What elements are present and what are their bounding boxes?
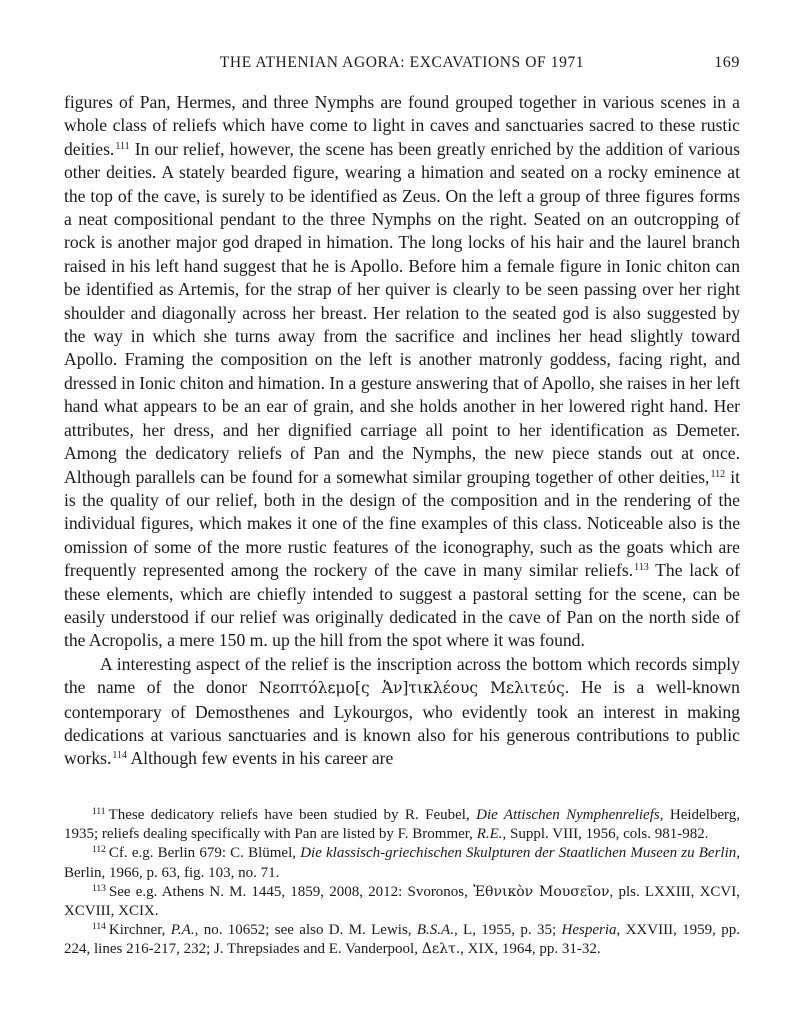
footnote-text: These dedicatory reliefs have been studied by R. Feubel, xyxy=(108,807,477,823)
footnote-number: 112 xyxy=(92,845,106,856)
footnote-text: , Heidelberg, 1935; reliefs dealing specifically with Pan are listed by F. Brommer, xyxy=(64,807,740,843)
footnote-text: , Suppl. VIII, 1956, cols. 981-982. xyxy=(502,826,709,843)
paragraph-2-text-1: A interesting aspect of the relief is the inscription across the bottom which records simply the name of the donor xyxy=(64,653,740,698)
footnote-text: Cf. e.g. Berlin 679: C. Blümel, xyxy=(108,845,301,862)
footnote-title: R.E. xyxy=(476,826,503,843)
footnote-ref-112[interactable]: 112 xyxy=(710,468,726,480)
footnote-text: , pls. LXXIII, XCVI, XCVIII, XCIX. xyxy=(64,883,741,920)
body-text xyxy=(64,91,740,771)
footnote-title: Die klassisch-griechischen Skulpturen der Staatlichen Museen zu Berlin xyxy=(300,845,737,862)
footnote-text: , L, 1955, p. 35; xyxy=(453,922,562,939)
greek-inscription: Νεοπτόλεμο[ς Ἀν]τικλέους Μελιτεύς. xyxy=(258,679,570,698)
footnote-113 xyxy=(64,883,740,921)
paragraph-1-text-4: The lack of these elements, which are chiefly intended to suggest a pastoral setting for the scene, can be easily understood if our relief was originally dedicated in the cave of Pan on the north side of the Acropolis, a mere 150 m. up the hill from the spot where it was found. xyxy=(64,560,740,651)
footnote-ref-111[interactable]: 111 xyxy=(115,140,130,152)
footnotes xyxy=(64,806,740,960)
footnote-text: , no. 10652; see also D. M. Lewis, xyxy=(194,922,417,939)
footnote-title: B.S.A. xyxy=(416,922,454,939)
paragraph-1-text-1: figures of Pan, Hermes, and three Nymphs are found grouped together in various scenes in a whole class of reliefs which have come to light in caves and sanctuaries sacred to these rustic deities. xyxy=(64,92,740,159)
footnote-ref-114[interactable]: 114 xyxy=(112,750,128,762)
footnote-number: 113 xyxy=(92,883,106,894)
page-number: 169 xyxy=(714,54,740,71)
footnote-title: P.A. xyxy=(170,922,195,939)
footnote-text: , XXVIII, 1959, pp. 224, lines 216-217, 232; J. Threpsiades and E. Vanderpool, xyxy=(64,922,740,958)
footnote-number: 114 xyxy=(92,922,106,933)
paragraph-1 xyxy=(64,91,740,653)
footnote-text: Kirchner, xyxy=(108,922,171,939)
running-title: THE ATHENIAN AGORA: EXCAVATIONS OF 1971 xyxy=(219,54,585,71)
paragraph-2 xyxy=(64,653,740,771)
footnote-111 xyxy=(64,806,740,844)
footnote-112 xyxy=(64,844,740,882)
footnote-title: Hesperia xyxy=(561,922,617,939)
footnote-greek-title: Ἐθνικὸν Μουσεῖον xyxy=(473,883,610,900)
paragraph-2-text-3: Although few events in his career are xyxy=(127,748,394,769)
running-head xyxy=(64,54,740,78)
paragraph-2-text-2: He is a well-known contemporary of Demosthenes and Lykourgos, who evidently took an interest in making dedications at various sanctuaries and is known also for his generous contributions to public works. xyxy=(64,677,740,769)
footnote-text: See e.g. Athens N. M. 1445, 1859, 2008, 2012: Svoronos, xyxy=(108,883,474,900)
paragraph-1-text-3: it is the quality of our relief, both in the design of the composition and in the rendering of the individual figures, which makes it one of the fine examples of this class. Noticeable also is the omission of some of the more rustic features of the iconography, such as the goats which are frequently represented among the rockery of the cave in many similar reliefs. xyxy=(64,466,740,581)
footnote-text: , Berlin, 1966, p. 63, fig. 103, no. 71. xyxy=(64,845,740,881)
footnote-ref-113[interactable]: 113 xyxy=(634,562,649,574)
footnote-greek-title: Δελτ. xyxy=(421,941,461,958)
footnote-114 xyxy=(64,921,740,959)
footnote-number: 111 xyxy=(92,807,106,817)
paragraph-1-text-2: In our relief, however, the scene has been greatly enriched by the addition of various other deities. A stately bearded figure, wearing a himation and seated on a rocky eminence at the top of the cave, is surely to be identified as Zeus. On the left a group of three figures forms a neat compositional pendant to the three Nymphs on the right. Seated on an outcropping of rock is another major god draped in himation. The long locks of his hair and the laurel branch raised in his left hand suggest that he is Apollo. Before him a female figure in Ionic chiton can be identified as Artemis, for the strap of her quiver is clearly to be seen passing over her right shoulder and diagonally across her breast. Her relation to the seated god is also suggested by the way in which she turns away from the sacrifice and inclines her head slightly toward Apollo. Framing the composition on the left is another matronly goddess, facing right, and dressed in Ionic chiton and himation. In a gesture answering that of Apollo, she raises in her left hand what appears to be an ear of grain, and she holds another in her lowered right hand. Her attributes, her dress, and her dignified carriage all point to her identification as Demeter. Among the dedicatory reliefs of Pan and the Nymphs, the new piece stands out at once. Although parallels can be found for a somewhat similar grouping together of other deities, xyxy=(64,138,740,487)
footnote-text: , XIX, 1964, pp. 31-32. xyxy=(460,941,601,958)
footnote-title: Die Attischen Nymphenreliefs xyxy=(476,807,660,823)
